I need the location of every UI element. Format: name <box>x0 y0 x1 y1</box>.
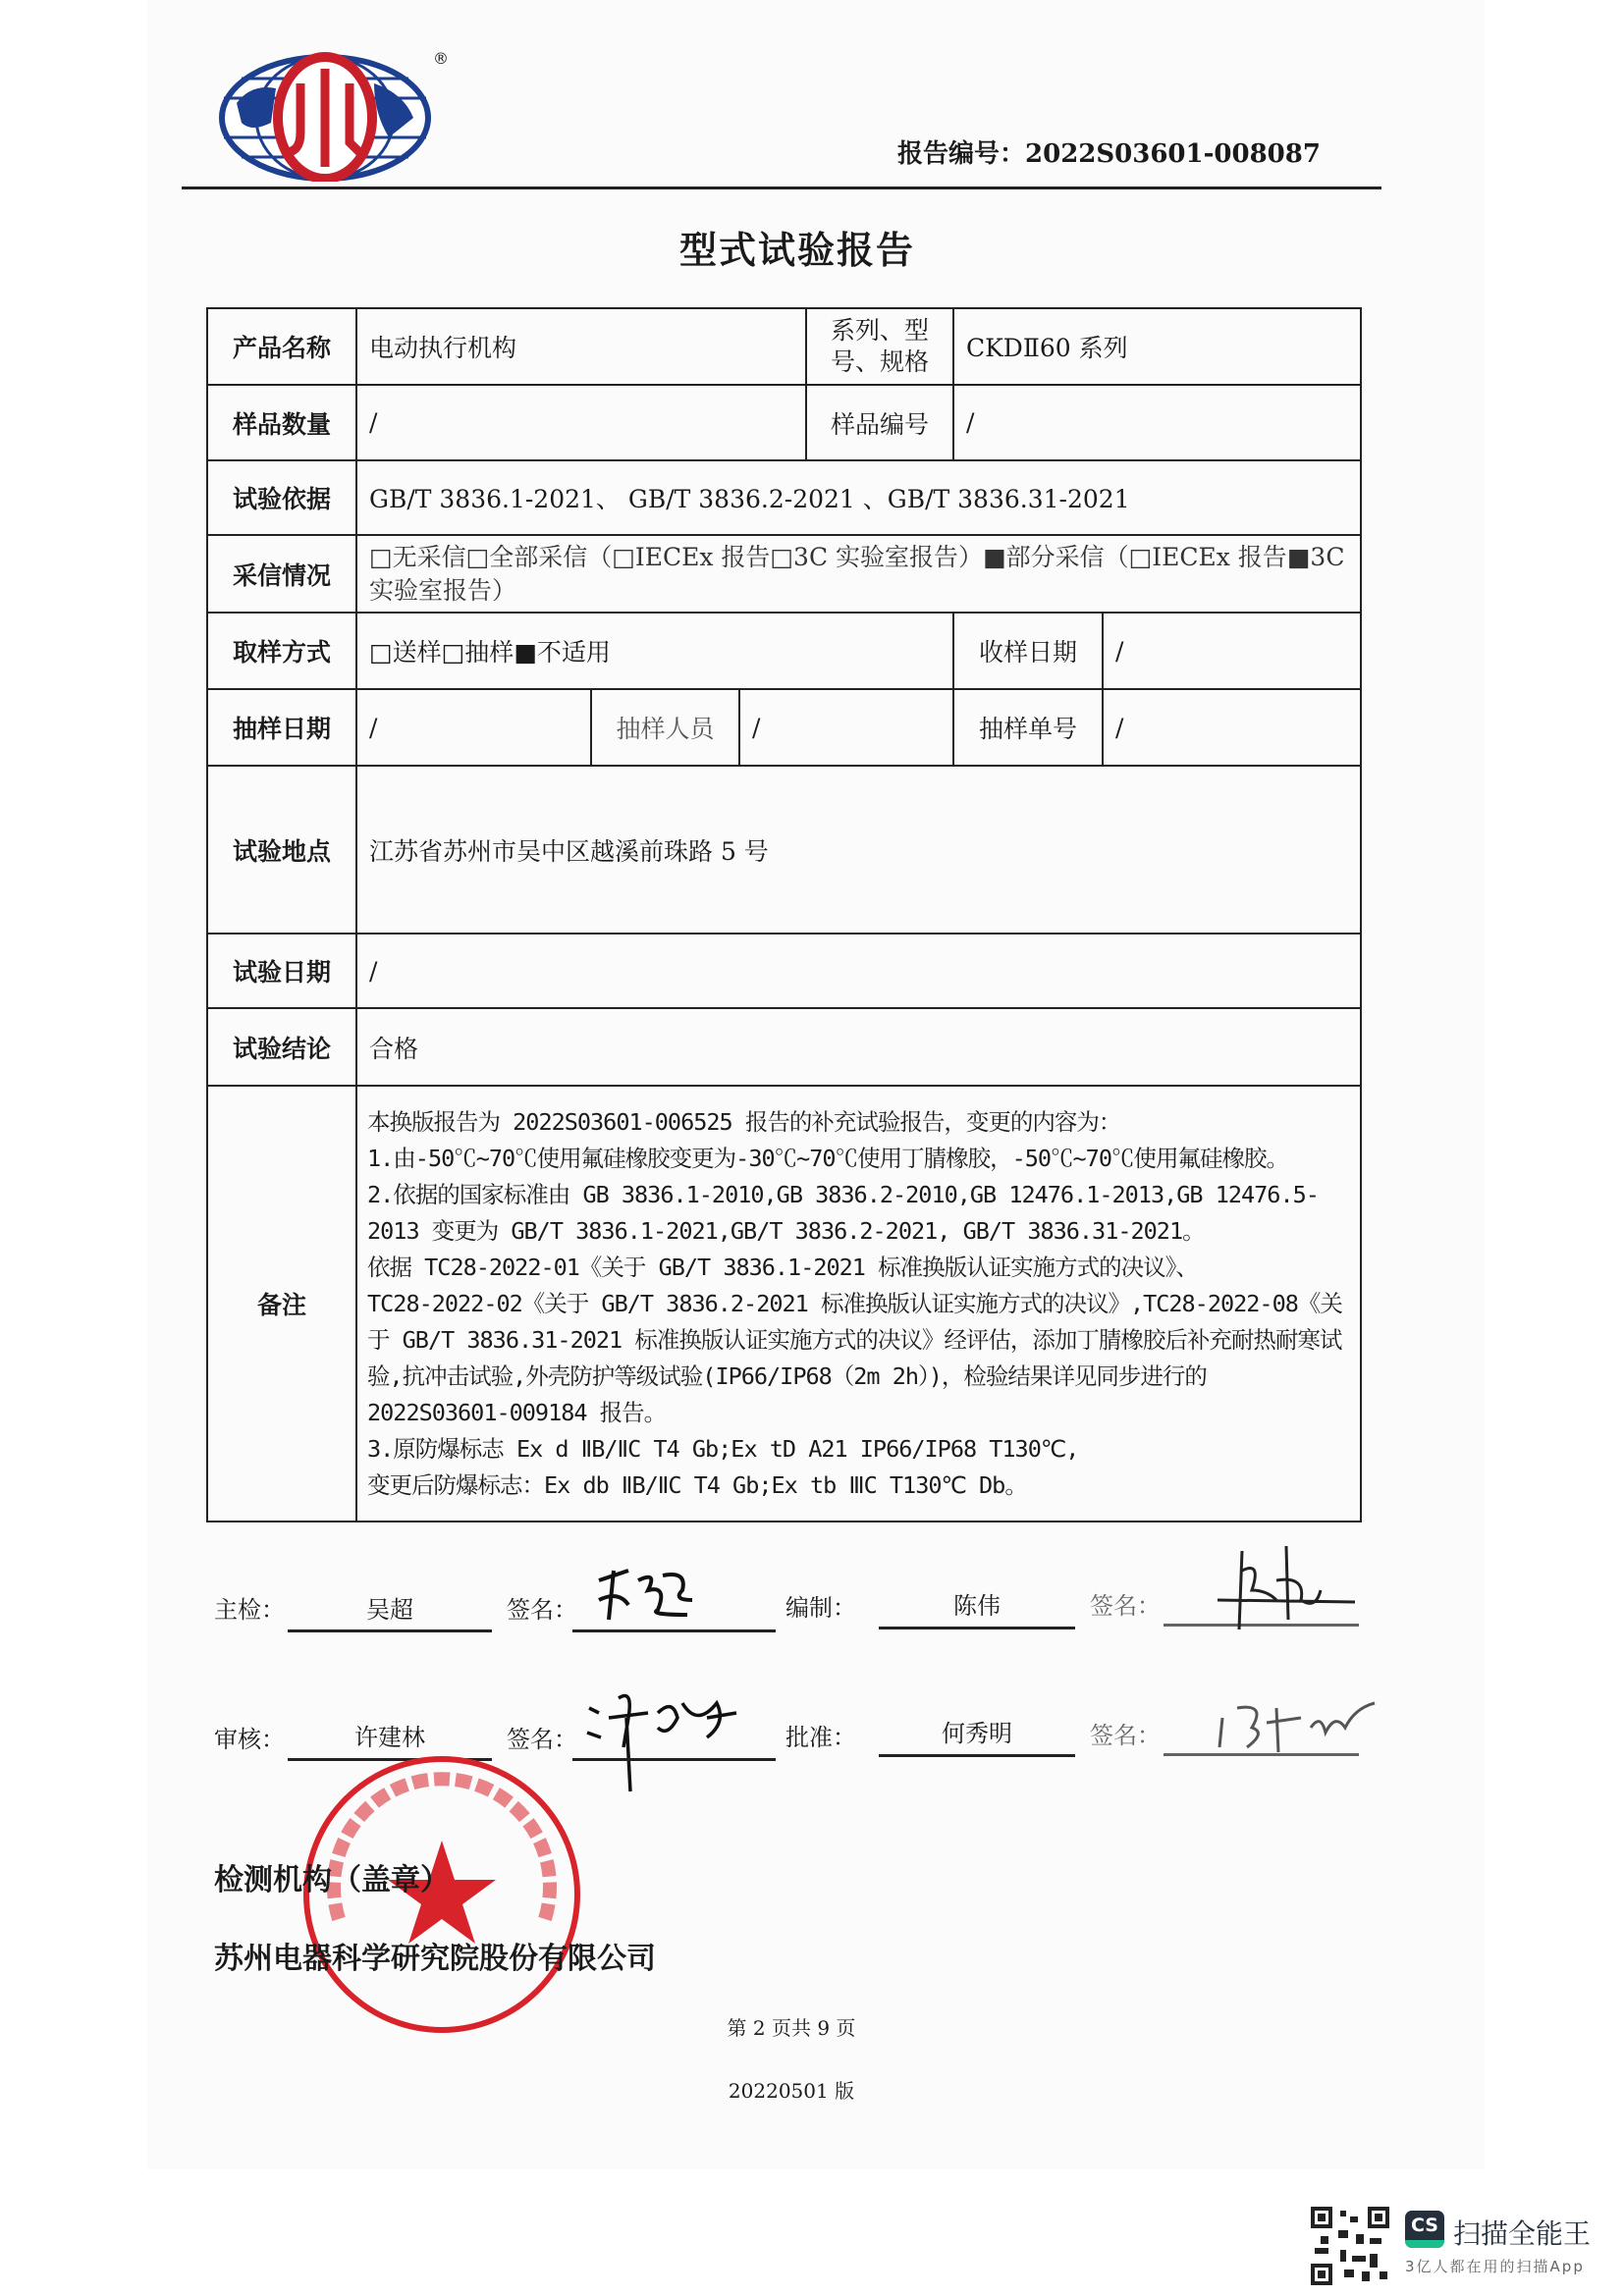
row-sampling-method <box>207 613 1361 689</box>
cei-globe-logo <box>202 44 453 182</box>
sampling-date-value: / <box>356 689 591 766</box>
row-sampling <box>207 689 1361 766</box>
adoption-label: 采信情况 <box>207 535 356 613</box>
row-product <box>207 308 1361 385</box>
report-number: 报告编号：2022S03601-008087 <box>897 139 1321 169</box>
report-info-table <box>206 307 1362 1522</box>
receive-date-value: / <box>1103 613 1361 689</box>
inspector-signature <box>589 1561 707 1629</box>
remark-line: 3.原防爆标志 Ex d ⅡB/ⅡC T4 Gb;Ex tD A21 IP66/IP68 T130℃, <box>367 1434 1079 1463</box>
header-rule <box>182 187 1381 189</box>
underline <box>288 1629 492 1632</box>
org-name: 苏州电器科学研究院股份有限公司 <box>214 1942 656 1976</box>
remark-line: 依据 TC28-2022-01《关于 GB/T 3836.1-2021 标准换版认证实施方式的决议》、 <box>367 1253 1198 1281</box>
reviewer-name: 许建林 <box>354 1724 425 1751</box>
model-value: CKDⅡ60 系列 <box>953 308 1361 385</box>
adoption-value: □无采信□全部采信（□IECEx 报告□3C 实验室报告）■部分采信（□IECEx 报告■3C 实验室报告） <box>356 535 1361 613</box>
camscanner-logo-icon <box>1405 2211 1444 2248</box>
sampling-method-label: 取样方式 <box>207 613 356 689</box>
underline <box>1164 1753 1359 1756</box>
svg-text:®: ® <box>433 49 449 68</box>
basis-value: GB/T 3836.1-2021、 GB/T 3836.2-2021 、GB/T 3836.31-2021 <box>356 460 1361 535</box>
approver-name: 何秀明 <box>942 1720 1012 1747</box>
remark-line: 1.由-50℃~70℃使用氟硅橡胶变更为-30℃~70℃使用丁腈橡胶，-50℃~70℃使用氟硅橡胶。 <box>367 1144 1288 1172</box>
sampling-no-value: / <box>1103 689 1361 766</box>
inspector-name: 吴超 <box>366 1596 413 1624</box>
receive-date-label: 收样日期 <box>953 613 1103 689</box>
reviewer-label: 审核： <box>214 1726 285 1753</box>
conclusion-label: 试验结论 <box>207 1008 356 1086</box>
qr-code-icon <box>1311 2207 1389 2285</box>
sign-label: 签名： <box>1090 1592 1161 1620</box>
row-conclusion <box>207 1008 1361 1086</box>
underline <box>1164 1624 1359 1627</box>
remark-line: TC28-2022-02《关于 GB/T 3836.2-2021 标准换版认证实施方式的决议》,TC28-2022-08《关于 GB/T 3836.31-2021 标准换版认证实施方式的决议》经评估，添加丁腈橡胶后补充耐热耐寒试验,抗冲击试验,外壳防护等级试验(IP66/IP68（2m 2h）)，检验结果详见同步进行的 2022S03601-009184 报告。 <box>367 1289 1342 1426</box>
sample-no-label: 样品编号 <box>806 385 953 460</box>
org-label: 检测机构（盖章） <box>214 1863 450 1897</box>
product-name-value: 电动执行机构 <box>356 308 806 385</box>
underline <box>879 1754 1075 1757</box>
sampling-date-label: 抽样日期 <box>207 689 356 766</box>
page-number: 第 2 页共 9 页 <box>727 2016 856 2040</box>
test-date-value: / <box>356 934 1361 1008</box>
sign-label: 签名： <box>507 1596 577 1624</box>
row-sample <box>207 385 1361 460</box>
form-version: 20220501 版 <box>728 2079 855 2103</box>
document-title: 型式试验报告 <box>678 228 915 272</box>
compiler-name: 陈伟 <box>953 1592 1001 1620</box>
row-test-site <box>207 766 1361 934</box>
sample-qty-value: / <box>356 385 806 460</box>
model-label: 系列、型号、规格 <box>806 308 953 385</box>
underline <box>572 1629 776 1632</box>
camscanner-name: 扫描全能王 <box>1453 2217 1592 2250</box>
test-site-value: 江苏省苏州市吴中区越溪前珠路 5 号 <box>356 766 1361 934</box>
remarks-value <box>356 1086 1361 1522</box>
underline <box>879 1627 1075 1629</box>
compiler-label: 编制： <box>785 1594 856 1622</box>
remark-line: 变更后防爆标志：Ex db ⅡB/ⅡC T4 Gb;Ex tb ⅢC T130℃ Db。 <box>367 1470 1027 1499</box>
row-basis <box>207 460 1361 535</box>
remark-line: 2.依据的国家标准由 GB 3836.1-2010,GB 3836.2-2010,GB 12476.1-2013,GB 12476.5-2013 变更为 GB/T 3836.1-2021,GB/T 3836.2-2021, GB/T 3836.31-2021。 <box>367 1180 1319 1245</box>
approver-label: 批准： <box>785 1724 856 1751</box>
product-name-label: 产品名称 <box>207 308 356 385</box>
reviewer-signature <box>579 1659 746 1796</box>
sample-qty-label: 样品数量 <box>207 385 356 460</box>
sampling-method-value: □送样□抽样■不适用 <box>356 613 953 689</box>
inspector-label: 主检： <box>214 1596 285 1624</box>
basis-label: 试验依据 <box>207 460 356 535</box>
camscanner-tagline: 3亿人都在用的扫描App <box>1405 2258 1585 2275</box>
row-adoption <box>207 535 1361 613</box>
sample-no-value: / <box>953 385 1361 460</box>
remark-line: 本换版报告为 2022S03601-006525 报告的补充试验报告，变更的内容为： <box>367 1107 1121 1136</box>
approver-signature <box>1208 1688 1384 1757</box>
camscanner-icon-text: CS <box>1411 2215 1438 2236</box>
row-remarks <box>207 1086 1361 1522</box>
sign-label: 签名： <box>507 1726 577 1753</box>
sampling-no-label: 抽样单号 <box>953 689 1103 766</box>
underline <box>572 1758 776 1761</box>
test-date-label: 试验日期 <box>207 934 356 1008</box>
remarks-label: 备注 <box>207 1086 356 1522</box>
sign-label: 签名： <box>1090 1722 1161 1749</box>
conclusion-value: 合格 <box>356 1008 1361 1086</box>
row-test-date <box>207 934 1361 1008</box>
sampler-label: 抽样人员 <box>591 689 739 766</box>
test-site-label: 试验地点 <box>207 766 356 934</box>
sampler-value: / <box>739 689 953 766</box>
